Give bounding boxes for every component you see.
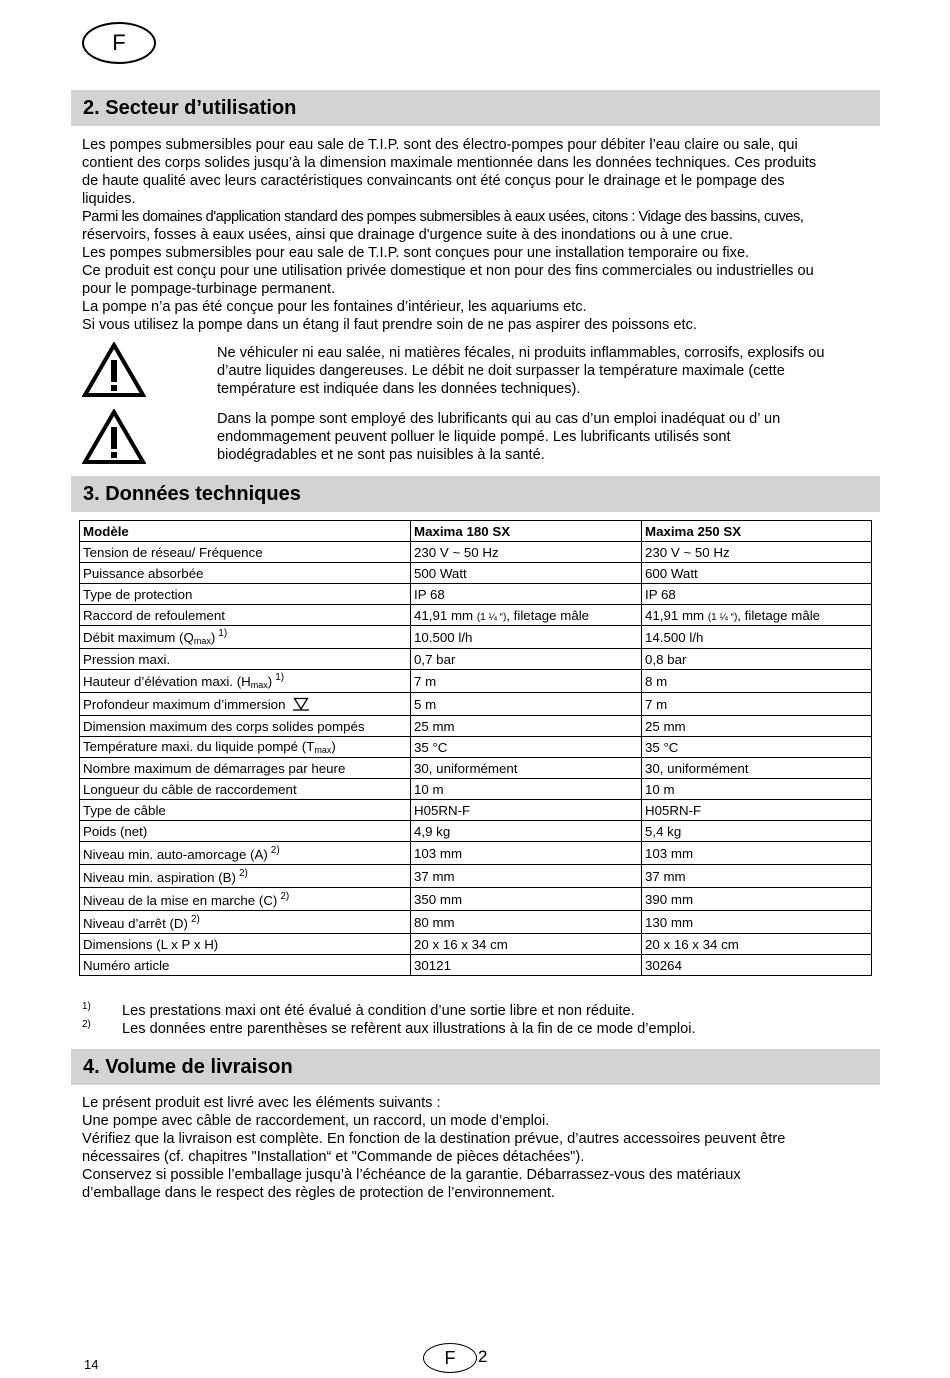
value-cell: 30, uniformément [411, 758, 642, 779]
warning-triangle-icon [82, 342, 146, 398]
delivery-paragraph: Le présent produit est livré avec les éléments suivants : Une pompe avec câble de raccordement, un raccord, un mode d’emploi. Vérifiez que la livraison est complète. En fonction de la destination prévue, d’autres accessoires peuvent être nécessaires (cf. chapitres "Installation“ et "Commande de pièces détachées"). Conservez si possible l’emballage jusqu’à l’échéance de la garantie. Débarrassez-vous des matériaux d’emballage dans le respect des règles de protection de l’environnement. [82, 1095, 786, 1201]
value-cell: 103 mm [411, 842, 642, 865]
value-cell: 25 mm [411, 716, 642, 737]
row-label: Profondeur maximum d’immersion [80, 693, 411, 716]
value-cell: IP 68 [642, 584, 872, 605]
value-cell: 35 °C [642, 737, 872, 758]
value-cell: 103 mm [642, 842, 872, 865]
row-label: Longueur du câble de raccordement [80, 779, 411, 800]
row-label: Type de protection [80, 584, 411, 605]
row-label: Tension de réseau/ Fréquence [80, 542, 411, 563]
row-label: Type de câble [80, 800, 411, 821]
value-cell: H05RN-F [411, 800, 642, 821]
table-row [80, 563, 872, 584]
row-label: Pression maxi. [80, 649, 411, 670]
warning-text-lubricants: Dans la pompe sont employé des lubrificants qui au cas d’un emploi inadéquat ou d’ un endommagement peuvent polluer le liquide pompé. Les lubrificants utilisés sont biodégradables et ne sont pas nuisibles à la santé. [217, 411, 781, 463]
value-cell: 8 m [642, 670, 872, 693]
table-row [80, 911, 872, 934]
row-label: Débit maximum $(Q_{max})$ $^{1)}$ [80, 626, 411, 649]
value-cell: IP 68 [411, 584, 642, 605]
section-heading-delivery: 4. Volume de livraison [71, 1049, 880, 1085]
value-cell: 37 mm [411, 865, 642, 888]
footer-section-number: 2 [478, 1347, 488, 1366]
value-cell: 500 Watt [411, 563, 642, 584]
value-cell: 20 x 16 x 34 cm [642, 934, 872, 955]
table-row [80, 649, 872, 670]
value-cell: 41,91 mm (1 ¼ “), filetage mâle [411, 605, 642, 626]
row-label: Niveau d’arrêt (D) $^{2)}$ [80, 911, 411, 934]
manual-page: F 2. Secteur d’utilisation Les pompes submersibles pour eau sale de T.I.P. sont des électro-pompes pour débiter l’eau claire ou sale, qui contient des corps solides jusqu’à la dimension maximale mentionnée dans les données techniques. Ces produits de haute qualité avec leurs caractéristiques convaincants ont été conçus pour le drainage et le pompage des liquides. Parmi les domaines d'application standard des pompes submersibles à eaux usées, citons : Vidage des bassins, cuves, réservoirs, fosses à eaux usées, ainsi que drainage d'urgence suite à des inondations ou à une crue. Les pompes submersibles pour eau sale de T.I.P. sont conçues pour une installation temporaire ou fixe. Ce produit est conçu pour une utilisation privée domestique et non pour des fins commerciales ou industrielles ou pour le pompage-turbinage permanent. La pompe n’a pas été conçue pour les fontaines d’intérieur, les aquariums etc. Si vous utilisez la pompe dans un étang il faut prendre soin de ne pas aspirer des poissons etc. Ne véhiculer ni eau salée, ni matières fécales, ni produits inflammables, corrosifs, explosifs ou d’autre liquides dangereuses. Le débit ne doit surpasser la température maximale (cette température est indiquée dans les données techniques). Dans la pompe sont employé des lubrificants qui au cas d’un emploi inadéquat ou d’ un endommagement peuvent polluer le liquide pompé. Les lubrificants utilisés sont biodégradables et ne sont pas nuisibles à la santé. 3. Données techniques Modèle Maxima 180 SX Maxima 250 SX Tension de réseau/ Fréquence 230 V ~ 50 Hz 230 V ~ 50 Hz Puissance absorbée 500 Watt 600 Watt Type de protection IP 68 IP 68 Raccord de refoulement 41,91 mm (1 ¼ “), filetage mâle 41,91 mm (1 ¼ “), filetage mâle Débit maximum $(Q_{max})$ $^{1)}$ 10.500 l/h 14.500 l/h Pression maxi. 0,7 bar 0,8 bar Hauteur d’élévation maxi. $(H_{max})$ $^{1)}$ 7 m 8 m Profondeur maximum d’immersion 5 m 7 m Dimension maximum des corps solides pompés 25 mm 25 mm Température maxi. du liquide pompé $(T_{max})$ 35 °C 35 °C Nombre maximum de démarrages par heure 30, uniformément 30, uniformément Longueur du câble de raccordement 10 m 10 m Type de câble H05RN-F H05RN-F Poids (net) 4,9 kg 5,4 kg Niveau min. auto-amorcage (A) $^{2)}$ 103 mm 103 mm Niveau min. aspiration (B) $^{2)}$ 37 mm 37 mm Niveau de la mise en marche (C) $^{2)}$ 350 mm 390 mm Niveau d’arrêt (D) $^{2)}$ 80 mm 130 mm Dimensions (L x P x H) 20 x 16 x 34 cm 20 x 16 x 34 cm Numéro article 30121 30264 1) Les prestations maxi ont été évalué à condition d’une sortie libre et non réduite. 2) Les données entre parenthèses se refèrent aux illustrations à la fin de ce mode d’emploi. 4. Volume de livraison Le présent produit est livré avec les éléments suivants : Une pompe avec câble de raccordement, un raccord, un mode d’emploi. Vérifiez que la livraison est complète. En fonction de la destination prévue, d’autres accessoires peuvent être nécessaires (cf. chapitres "Installation“ et "Commande de pièces détachées"). Conservez si possible l’emballage jusqu’à l’échéance de la garantie. Débarrassez-vous des matériaux d’emballage dans le respect des règles de protection de l’environnement. 14 F 2 [0, 0, 950, 1378]
table-row [80, 758, 872, 779]
table-row [80, 865, 872, 888]
table-header-row [80, 521, 872, 542]
table-row [80, 670, 872, 693]
table-row [80, 934, 872, 955]
warning-triangle-icon [82, 409, 146, 465]
water-level-icon [293, 697, 309, 711]
value-cell: 130 mm [642, 911, 872, 934]
value-cell: 5 m [411, 693, 642, 716]
table-row [80, 584, 872, 605]
value-cell: 0,8 bar [642, 649, 872, 670]
row-label: Température maxi. du liquide pompé $(T_{max})$ [80, 737, 411, 758]
table-row [80, 716, 872, 737]
table-row [80, 955, 872, 976]
usage-paragraph: Les pompes submersibles pour eau sale de T.I.P. sont des électro-pompes pour débiter l’eau claire ou sale, qui contient des corps solides jusqu’à la dimension maximale mentionnée dans les données techniques. Ces produits de haute qualité avec leurs caractéristiques convaincants ont été conçus pour le drainage et le pompage des liquides. Parmi les domaines d'application standard des pompes submersibles à eaux usées, citons : Vidage des bassins, cuves, réservoirs, fosses à eaux usées, ainsi que drainage d'urgence suite à des inondations ou à une crue. Les pompes submersibles pour eau sale de T.I.P. sont conçues pour une installation temporaire ou fixe. Ce produit est conçu pour une utilisation privée domestique et non pour des fins commerciales ou industrielles ou pour le pompage-turbinage permanent. La pompe n’a pas été conçue pour les fontaines d’intérieur, les aquariums etc. Si vous utilisez la pompe dans un étang il faut prendre soin de ne pas aspirer des poissons etc. [82, 137, 817, 333]
value-cell: 80 mm [411, 911, 642, 934]
row-label: Niveau min. auto-amorcage (A) $^{2)}$ [80, 842, 411, 865]
section-heading-usage: 2. Secteur d’utilisation [71, 90, 880, 126]
value-cell: 7 m [411, 670, 642, 693]
row-label: Raccord de refoulement [80, 605, 411, 626]
value-cell: 10 m [411, 779, 642, 800]
row-label: Numéro article [80, 955, 411, 976]
value-cell: 41,91 mm (1 ¼ “), filetage mâle [642, 605, 872, 626]
section-heading-technical-data: 3. Données techniques [71, 476, 880, 512]
row-label: Niveau min. aspiration (B) $^{2)}$ [80, 865, 411, 888]
value-cell: 10.500 l/h [411, 626, 642, 649]
row-label: Hauteur d’élévation maxi. $(H_{max})$ $^{1)}$ [80, 670, 411, 693]
value-cell: 350 mm [411, 888, 642, 911]
value-cell: 30, uniformément [642, 758, 872, 779]
value-cell: 30121 [411, 955, 642, 976]
header-cell: Maxima 250 SX [642, 521, 872, 542]
value-cell: 14.500 l/h [642, 626, 872, 649]
row-label: Poids (net) [80, 821, 411, 842]
table-row [80, 888, 872, 911]
table-row [80, 737, 872, 758]
row-label: Dimensions (L x P x H) [80, 934, 411, 955]
table-row [80, 693, 872, 716]
value-cell: 37 mm [642, 865, 872, 888]
table-row [80, 779, 872, 800]
value-cell: 7 m [642, 693, 872, 716]
value-cell: 230 V ~ 50 Hz [411, 542, 642, 563]
language-badge: F [82, 22, 156, 64]
value-cell: H05RN-F [642, 800, 872, 821]
header-cell: Maxima 180 SX [411, 521, 642, 542]
value-cell: 20 x 16 x 34 cm [411, 934, 642, 955]
table-row [80, 821, 872, 842]
technical-data-table [79, 520, 872, 976]
header-cell: Modèle [80, 521, 411, 542]
value-cell: 4,9 kg [411, 821, 642, 842]
value-cell: 30264 [642, 955, 872, 976]
warning-text-liquids: Ne véhiculer ni eau salée, ni matières fécales, ni produits inflammables, corrosifs, explosifs ou d’autre liquides dangereuses. Le débit ne doit surpasser la température maximale (cette température est indiquée dans les données techniques). [217, 345, 825, 397]
value-cell: 600 Watt [642, 563, 872, 584]
value-cell: 10 m [642, 779, 872, 800]
table-row [80, 800, 872, 821]
table-row [80, 626, 872, 649]
table-row [80, 542, 872, 563]
value-cell: 230 V ~ 50 Hz [642, 542, 872, 563]
row-label: Puissance absorbée [80, 563, 411, 584]
row-label: Nombre maximum de démarrages par heure [80, 758, 411, 779]
footer-language-badge: F [423, 1343, 477, 1373]
row-label: Dimension maximum des corps solides pompés [80, 716, 411, 737]
table-row [80, 605, 872, 626]
table-row [80, 842, 872, 865]
page-number: 14 [84, 1357, 99, 1372]
row-label: Niveau de la mise en marche (C) $^{2)}$ [80, 888, 411, 911]
value-cell: 25 mm [642, 716, 872, 737]
value-cell: 35 °C [411, 737, 642, 758]
value-cell: 5,4 kg [642, 821, 872, 842]
value-cell: 0,7 bar [411, 649, 642, 670]
value-cell: 390 mm [642, 888, 872, 911]
